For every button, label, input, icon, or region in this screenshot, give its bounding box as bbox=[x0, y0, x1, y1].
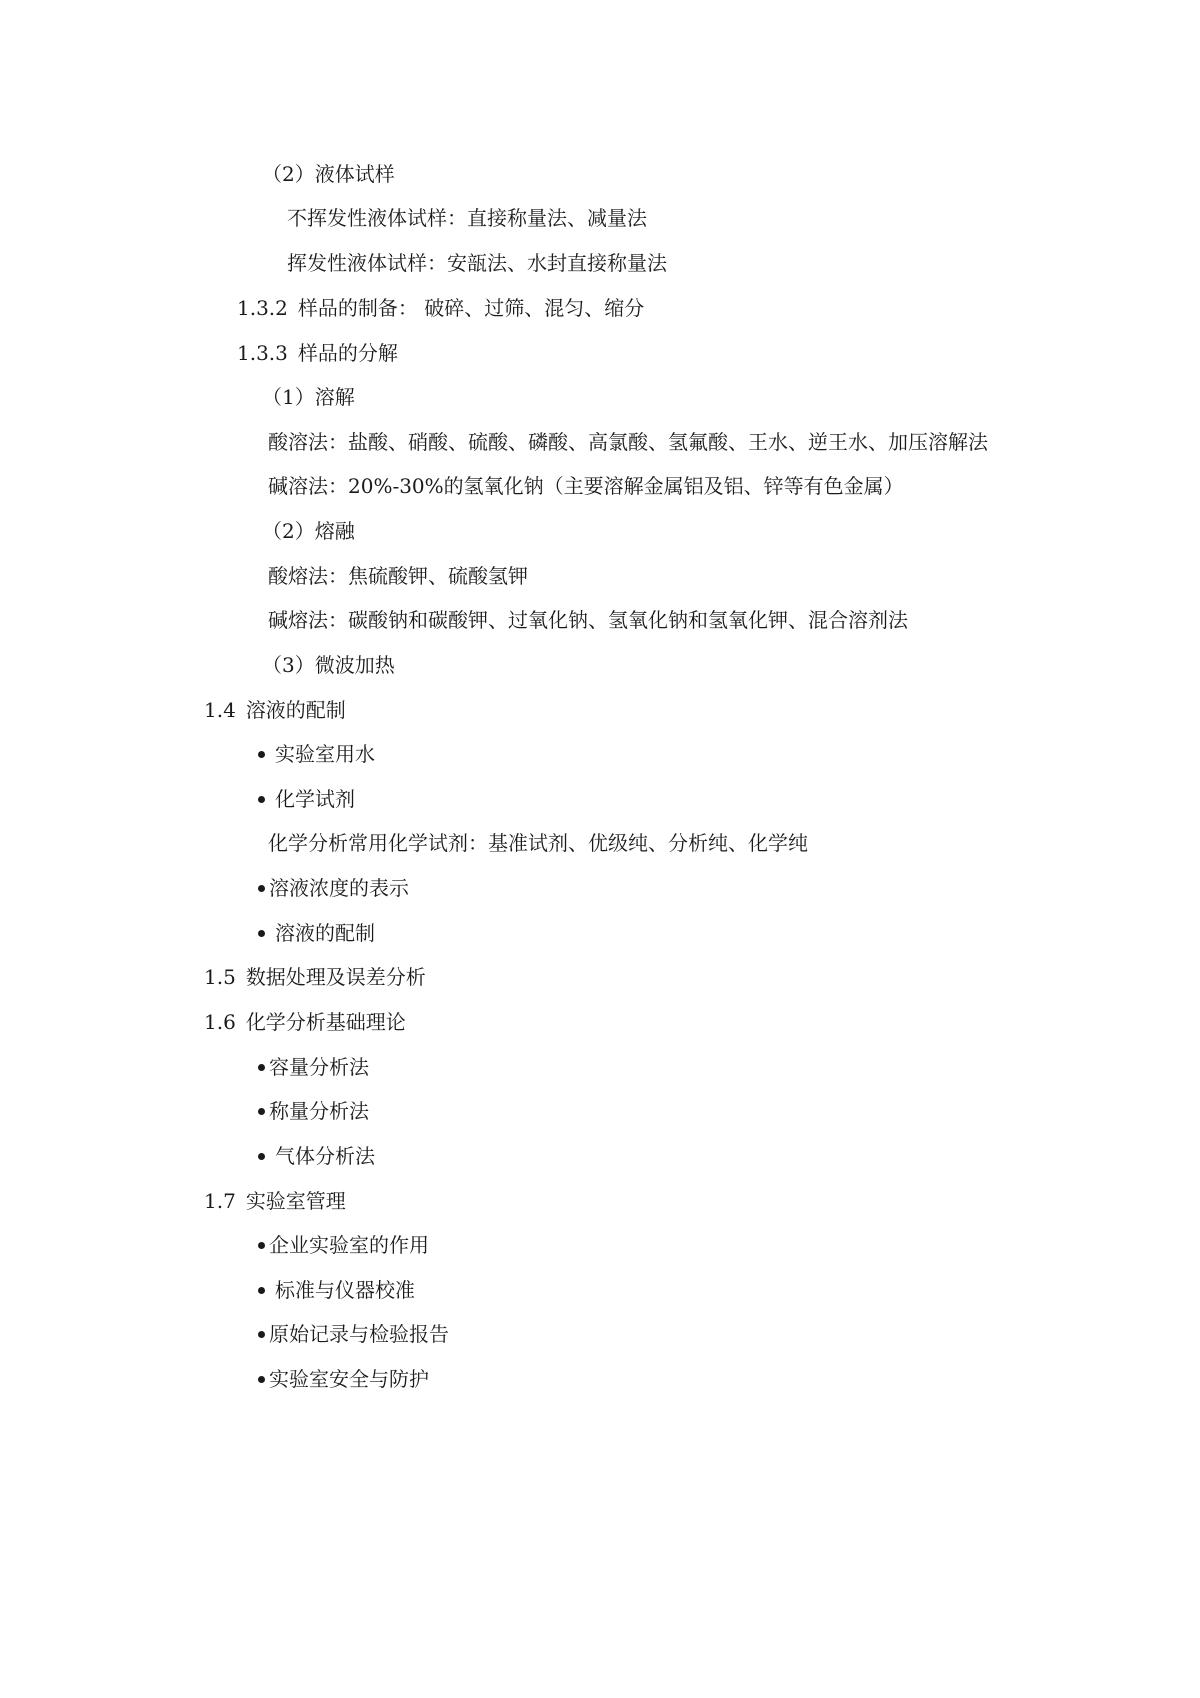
section-number: 1.6 bbox=[204, 1010, 236, 1034]
line-text: （3）微波加热 bbox=[262, 653, 395, 677]
bullet-icon bbox=[258, 930, 265, 937]
heading-1-3-2 bbox=[237, 294, 644, 322]
bullet-text: 标准与仪器校准 bbox=[275, 1278, 415, 1302]
bullet-icon bbox=[258, 1108, 265, 1115]
line-nonvolatile-liquid bbox=[287, 204, 647, 232]
line-alkali-dissolution bbox=[268, 472, 904, 500]
heading-1-3-3 bbox=[237, 339, 398, 367]
bullet-icon bbox=[258, 885, 265, 892]
line-text: （2）熔融 bbox=[262, 519, 355, 543]
bullet-item bbox=[258, 1231, 429, 1259]
line-volatile-liquid bbox=[287, 249, 667, 277]
subsection-dissolution bbox=[262, 383, 355, 411]
heading-1-4 bbox=[204, 696, 346, 724]
bullet-item bbox=[258, 1320, 449, 1348]
section-title: 实验室管理 bbox=[245, 1189, 346, 1213]
heading-1-7 bbox=[204, 1187, 346, 1215]
line-alkali-fusion bbox=[268, 606, 908, 634]
line-text: 不挥发性液体试样：直接称量法、减量法 bbox=[287, 206, 647, 230]
line-text: 碱熔法：碳酸钠和碳酸钾、过氧化钠、氢氧化钠和氢氧化钾、混合溶剂法 bbox=[268, 608, 908, 632]
line-text: 酸溶法：盐酸、硝酸、硫酸、磷酸、高氯酸、氢氟酸、王水、逆王水、加压溶解法 bbox=[268, 430, 988, 454]
line-acid-dissolution bbox=[268, 428, 988, 456]
section-number: 1.5 bbox=[204, 965, 236, 989]
bullet-text: 企业实验室的作用 bbox=[269, 1233, 429, 1257]
bullet-item bbox=[258, 1276, 415, 1304]
bullet-icon bbox=[258, 751, 265, 758]
line-text: 酸熔法：焦硫酸钾、硫酸氢钾 bbox=[268, 564, 528, 588]
bullet-text: 溶液浓度的表示 bbox=[269, 876, 409, 900]
bullet-text: 容量分析法 bbox=[269, 1055, 369, 1079]
heading-1-6 bbox=[204, 1008, 406, 1036]
bullet-item bbox=[258, 874, 409, 902]
bullet-icon bbox=[258, 1064, 265, 1071]
bullet-icon bbox=[258, 1331, 265, 1338]
bullet-item bbox=[258, 1365, 429, 1393]
line-text: 碱溶法：20%-30%的氢氧化钠（主要溶解金属铝及铝、锌等有色金属） bbox=[268, 474, 904, 498]
bullet-icon bbox=[258, 796, 265, 803]
bullet-item bbox=[258, 1142, 375, 1170]
bullet-icon bbox=[258, 1153, 265, 1160]
bullet-item bbox=[258, 1053, 369, 1081]
section-title: 数据处理及误差分析 bbox=[245, 965, 426, 989]
section-title: 样品的制备： 破碎、过筛、混匀、缩分 bbox=[297, 296, 645, 320]
section-number: 1.7 bbox=[204, 1189, 236, 1213]
heading-1-5 bbox=[204, 963, 426, 991]
section-title: 样品的分解 bbox=[297, 341, 398, 365]
bullet-item bbox=[258, 785, 355, 813]
line-chemical-reagents bbox=[268, 829, 808, 857]
section-number: 1.4 bbox=[204, 698, 236, 722]
bullet-text: 气体分析法 bbox=[275, 1144, 375, 1168]
section-title: 化学分析基础理论 bbox=[245, 1010, 406, 1034]
bullet-text: 称量分析法 bbox=[269, 1099, 369, 1123]
bullet-text: 化学试剂 bbox=[275, 787, 355, 811]
bullet-icon bbox=[258, 1376, 265, 1383]
line-text: 化学分析常用化学试剂：基准试剂、优级纯、分析纯、化学纯 bbox=[268, 831, 808, 855]
line-acid-fusion bbox=[268, 562, 528, 590]
bullet-icon bbox=[258, 1242, 265, 1249]
bullet-item bbox=[258, 919, 375, 947]
bullet-text: 溶液的配制 bbox=[275, 921, 375, 945]
bullet-text: 实验室用水 bbox=[275, 742, 375, 766]
section-number: 1.3.3 bbox=[237, 341, 288, 365]
line-text: 挥发性液体试样：安瓿法、水封直接称量法 bbox=[287, 251, 667, 275]
bullet-item bbox=[258, 740, 375, 768]
subsection-fusion bbox=[262, 517, 355, 545]
line-text: （2）液体试样 bbox=[262, 162, 395, 186]
bullet-text: 原始记录与检验报告 bbox=[269, 1322, 449, 1346]
bullet-text: 实验室安全与防护 bbox=[269, 1367, 429, 1391]
section-title: 溶液的配制 bbox=[245, 698, 346, 722]
line-text: （1）溶解 bbox=[262, 385, 355, 409]
section-number: 1.3.2 bbox=[237, 296, 288, 320]
subsection-microwave bbox=[262, 651, 395, 679]
subsection-liquid-sample bbox=[262, 160, 395, 188]
bullet-item bbox=[258, 1097, 369, 1125]
bullet-icon bbox=[258, 1287, 265, 1294]
